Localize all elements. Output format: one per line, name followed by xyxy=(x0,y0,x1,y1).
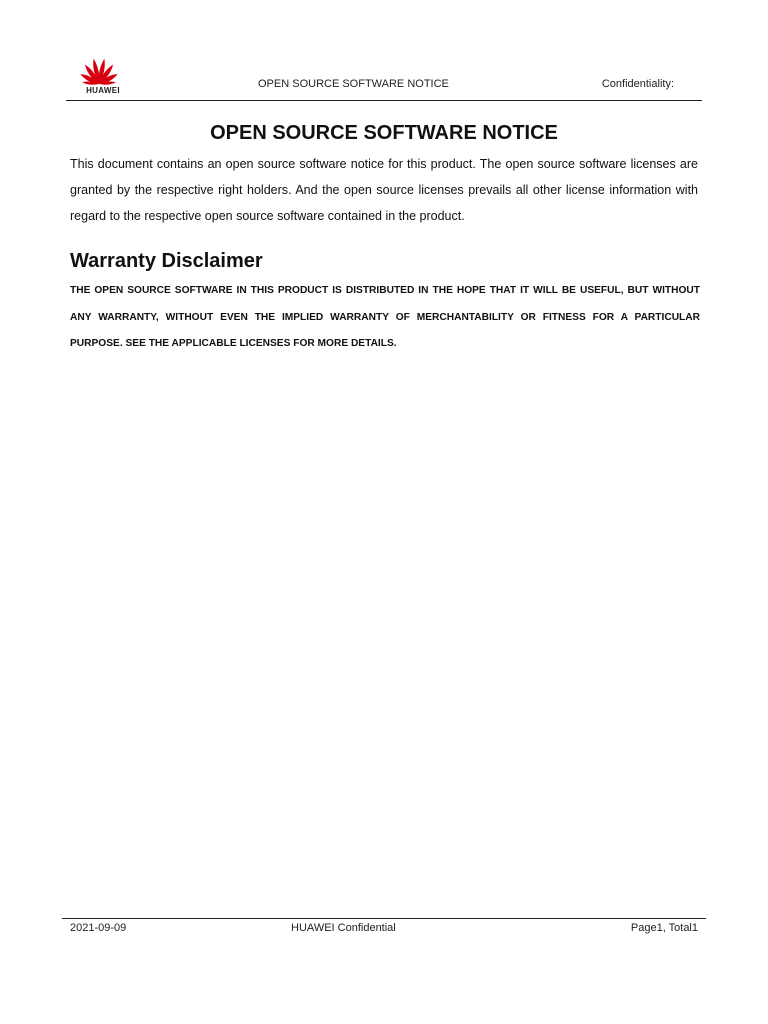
huawei-flower-icon xyxy=(74,56,124,86)
warranty-heading: Warranty Disclaimer xyxy=(70,250,263,272)
footer-date: 2021-09-09 xyxy=(70,922,127,934)
footer-confidential: HUAWEI Confidential xyxy=(291,922,396,934)
intro-paragraph: This document contains an open source software notice for this product. The open source software licenses are granted by the respective right holders. And the open source licenses prevails all other license information with regard to the respective open source software contained in the product. xyxy=(70,157,698,223)
document-title: OPEN SOURCE SOFTWARE NOTICE xyxy=(210,122,558,144)
page-header xyxy=(66,52,702,101)
page-footer xyxy=(62,918,706,939)
footer-page-number: Page1, Total1 xyxy=(630,922,698,934)
warranty-paragraph: THE OPEN SOURCE SOFTWARE IN THIS PRODUCT IS DISTRIBUTED IN THE HOPE THAT IT WILL BE USEFUL, BUT WITHOUT ANY WARRANTY, WITHOUT EVEN THE IMPLIED WARRANTY OF MERCHANTABILITY OR FITNESS FOR A PARTICULAR PURPOSE. SEE THE APPLICABLE LICENSES FOR MORE DETAILS. xyxy=(70,285,700,349)
huawei-logo xyxy=(74,56,124,96)
header-title: OPEN SOURCE SOFTWARE NOTICE xyxy=(258,78,449,90)
logo-wordmark: HUAWEI xyxy=(86,86,120,95)
confidentiality-label: Confidentiality: xyxy=(601,78,674,90)
